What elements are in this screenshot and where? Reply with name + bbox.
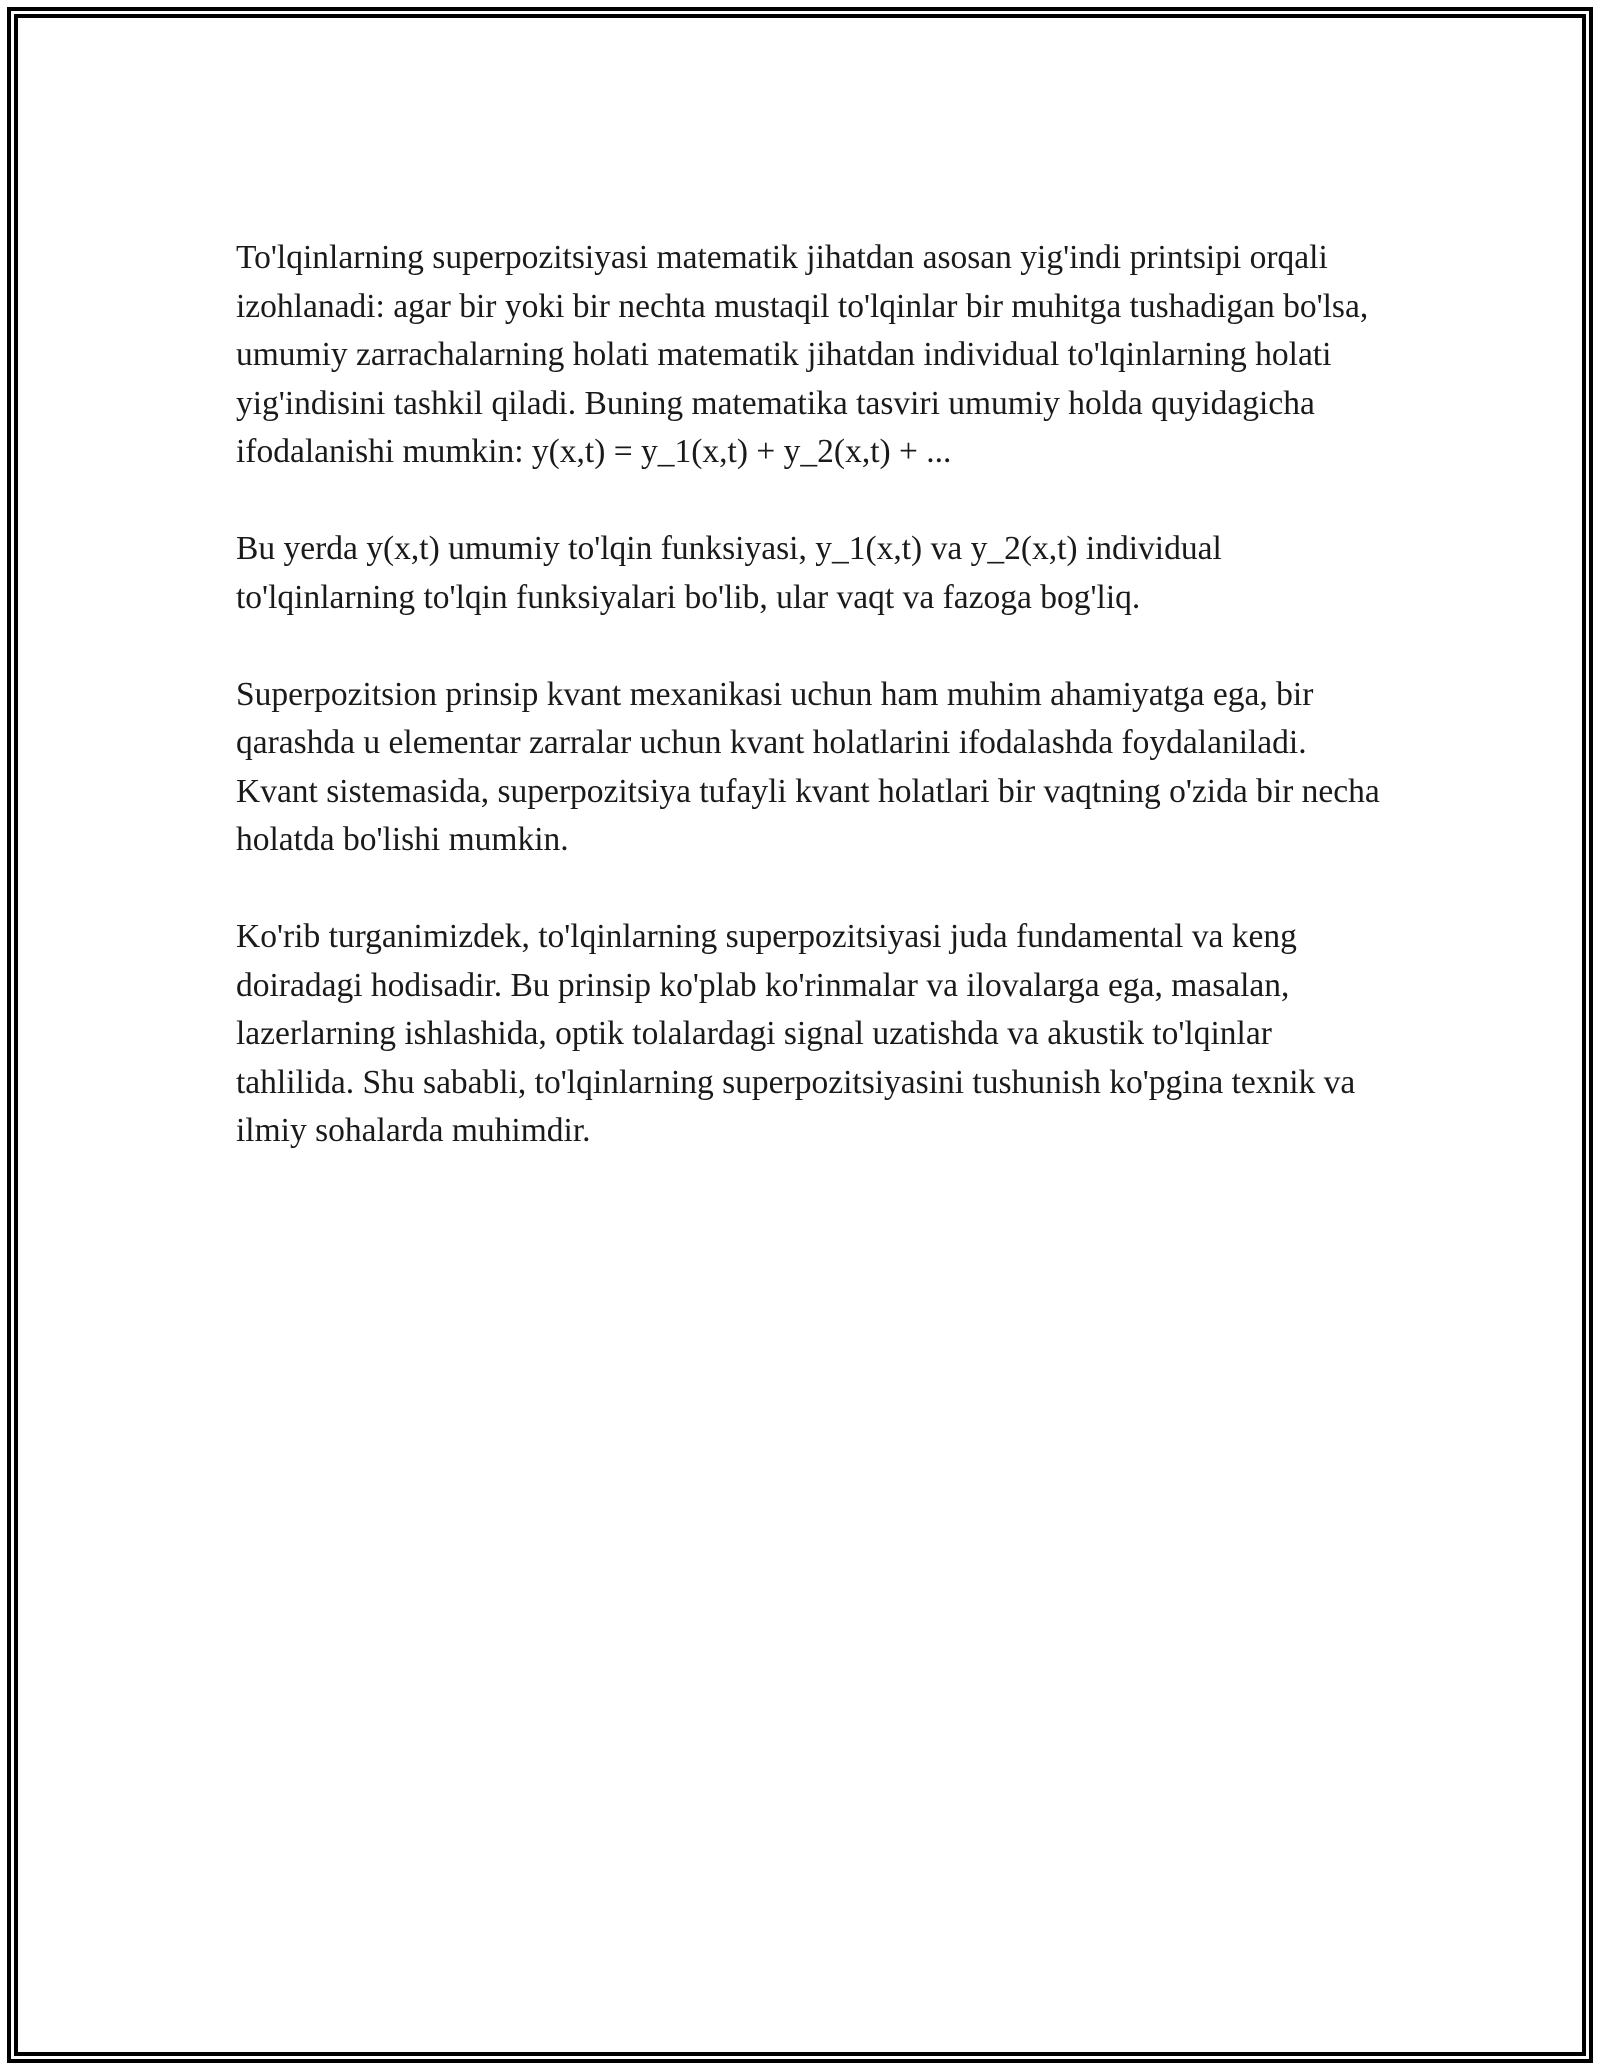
paragraph-4: Ko'rib turganimizdek, to'lqinlarning superpozitsiyasi juda fundamental va keng doiradagi hodisadir. Bu prinsip ko'plab ko'rinmalar va ilovalarga ega, masalan, lazerlarning ishlashida, optik tolalardagi signal uzatishda va akustik to'lqinlar tahlilida. Shu sababli, to'lqinlarning superpozitsiyasini tushunish ko'pgina texnik va ilmiy sohalarda muhimdir. [236, 918, 1356, 1149]
document-body [236, 234, 1386, 1204]
paragraph-2: Bu yerda y(x,t) umumiy to'lqin funksiyasi, y_1(x,t) va y_2(x,t) individual to'lqinlarning to'lqin funksiyalari bo'lib, ular vaqt va fazoga bog'liq. [236, 530, 1222, 616]
paragraph-3: Superpozitsion prinsip kvant mexanikasi uchun ham muhim ahamiyatga ega, bir qarashda u elementar zarralar uchun kvant holatlarini ifodalashda foydalaniladi. Kvant sistemasida, superpozitsiya tufayli kvant holatlari bir vaqtning o'zida bir necha holatda bo'lishi mumkin. [236, 675, 1380, 858]
paragraph-1: To'lqinlarning superpozitsiyasi matematik jihatdan asosan yig'indi printsipi orqali izohlanadi: agar bir yoki bir nechta mustaqil to'lqinlar bir muhitga tushadigan bo'lsa, umumiy zarrachalarning holati matematik jihatdan individual to'lqinlarning holati yig'indisini tashkil qiladi. Buning matematika tasviri umumiy holda quyidagicha ifodalanishi mumkin: y(x,t) = y_1(x,t) + y_2(x,t) + ... [236, 239, 1369, 470]
